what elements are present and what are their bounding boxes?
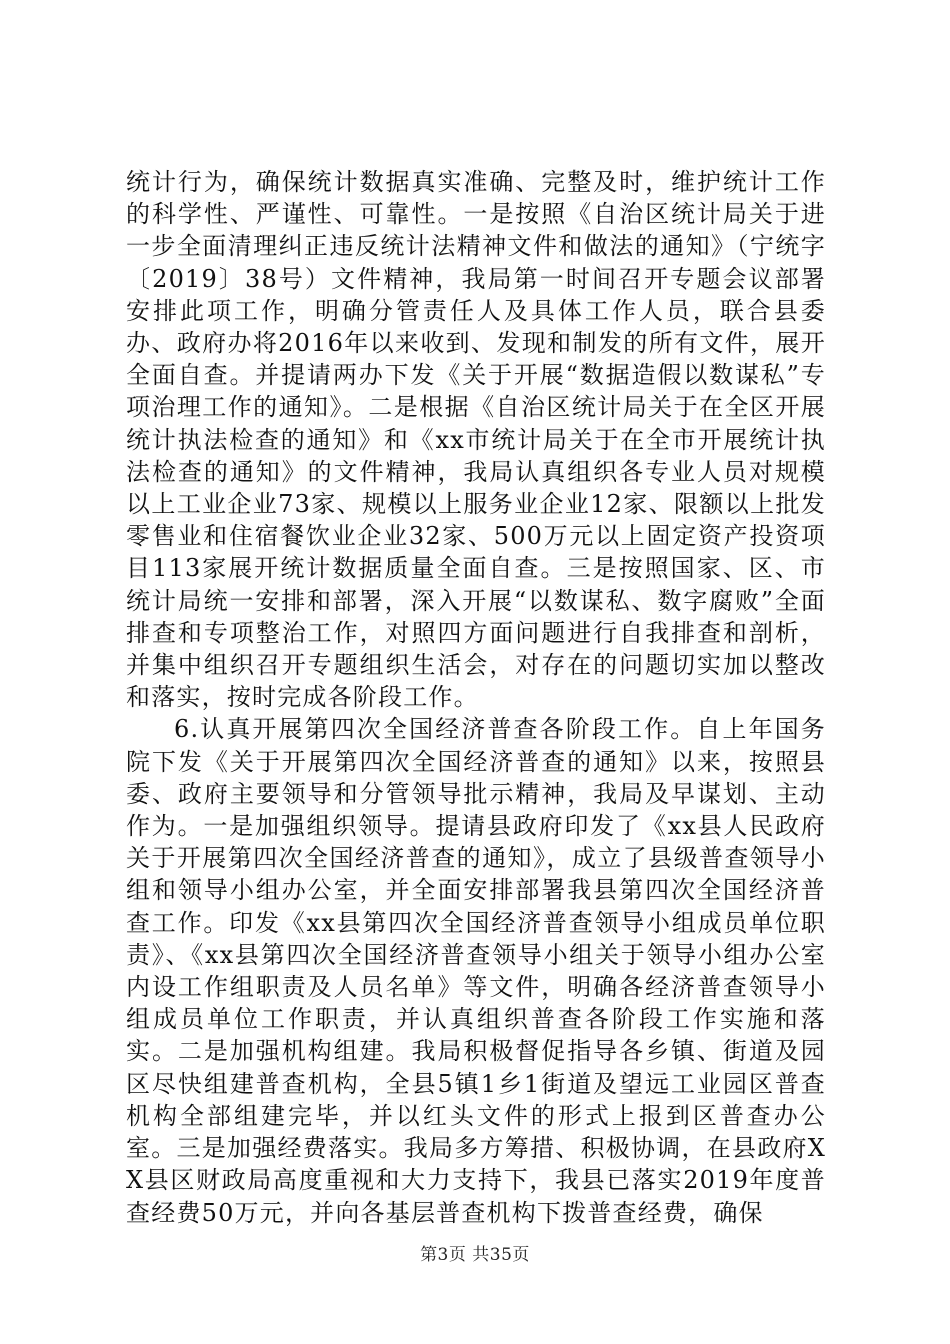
page-number-footer: 第3页 共35页: [420, 1245, 530, 1265]
paragraph-economic-census: 6.认真开展第四次全国经济普查各阶段工作。自上年国务院下发《关于开展第四次全国经济普查的通知》以来，按照县委、政府主要领导和分管领导批示精神，我局及早谋划、主动作为。一是加强组织领导。提请县政府印发了《xx县人民政府关于开展第四次全国经济普查的通知》，成立了县级普查领导小组和领导小组办公室，并全面安排部署我县第四次全国经济普查工作。印发《xx县第四次全国经济普查领导小组成员单位职责》、《xx县第四次全国经济普查领导小组关于领导小组办公室内设工作组职责及人员名单》等文件，明确各经济普查领导小组成员单位工作职责，并认真组织普查各阶段工作实施和落实。二是加强机构组建。我局积极督促指导各乡镇、街道及园区尽快组建普查机构，全县5镇1乡1街道及望远工业园区普查机构全部组建完毕，并以红头文件的形式上报到区普查办公室。三是加强经费落实。我局多方筹措、积极协调，在县政府XX县区财政局高度重视和大力支持下，我县已落实2019年度普查经费50万元，并向各基层普查机构下拨普查经费，确保: [126, 715, 826, 1227]
paragraph-statistics-conduct: 统计行为，确保统计数据真实准确、完整及时，维护统计工作的科学性、严谨性、可靠性。一是按照《自治区统计局关于进一步全面清理纠正违反统计法精神文件和做法的通知》（宁统字〔2019〕38号）文件精神，我局第一时间召开专题会议部署安排此项工作，明确分管责任人及具体工作人员，联合县委办、政府办将2016年以来收到、发现和制发的所有文件，展开全面自查。并提请两办下发《关于开展“数据造假以数谋私”专项治理工作的通知》。二是根据《自治区统计局关于在全区开展统计执法检查的通知》和《xx市统计局关于在全市开展统计执法检查的通知》的文件精神，我局认真组织各专业人员对规模以上工业企业73家、规模以上服务业企业12家、限额以上批发零售业和住宿餐饮业企业32家、500万元以上固定资产投资项目113家展开统计数据质量全面自查。三是按照国家、区、市统计局统一安排和部署，深入开展“以数谋私、数字腐败”全面排查和专项整治工作，对照四方面问题进行自我排查和剖析，并集中组织召开专题组织生活会，对存在的问题切实加以整改和落实，按时完成各阶段工作。: [126, 168, 826, 712]
document-body: [126, 166, 826, 1229]
